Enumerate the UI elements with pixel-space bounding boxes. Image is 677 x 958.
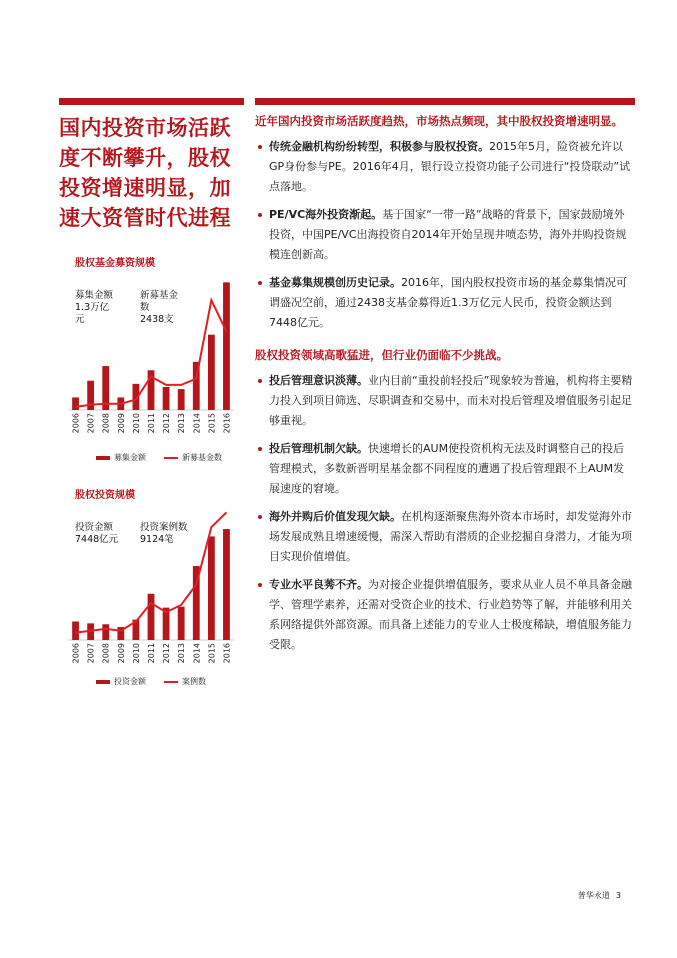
item-lead: 基金募集规模创历史记录。	[269, 276, 401, 289]
chart-tick-label: 2011	[147, 643, 156, 664]
chart-bar	[208, 536, 215, 640]
chart1-annotation-count: 新募基金 数 2438支	[140, 290, 179, 325]
footer-brand: 普华永道	[577, 891, 610, 900]
item-body: 在机构逐渐聚焦海外资本市场时，却发觉海外市场发展成熟且增速缓慢，需深入帮助有潜质的企业挖掘自身潜力，才能为项目实现价值增值。	[269, 510, 632, 563]
chart-tick-label: 2014	[192, 413, 202, 434]
list-item	[255, 439, 635, 499]
list-item	[255, 371, 635, 431]
chart-tick-label: 2016	[222, 643, 232, 664]
list-item	[255, 273, 635, 333]
left-column	[59, 98, 244, 233]
chart-bar	[208, 335, 215, 410]
list-item	[255, 205, 635, 265]
chart-bar	[178, 389, 185, 410]
legend-bar-label: 投资金额	[114, 677, 146, 686]
chart-tick-label: 2013	[177, 643, 187, 664]
page-number: 3	[615, 891, 621, 900]
item-lead: 海外并购后价值发现欠缺。	[269, 510, 401, 523]
chart-bar	[72, 397, 79, 410]
chart1-annotation-amount: 募集金额 1.3万亿 元	[75, 290, 114, 325]
chart2-svg	[60, 500, 240, 672]
item-lead: 专业水平良莠不齐。	[269, 578, 368, 591]
chart-tick-label: 2012	[162, 413, 172, 434]
chart-bar	[163, 387, 170, 410]
chart1-legend	[96, 452, 222, 463]
chart-tick-label: 2010	[131, 643, 141, 664]
section2-list	[255, 371, 635, 655]
accent-bar	[59, 98, 244, 105]
item-lead: 传统金融机构纷纷转型，积极参与股权投资。	[269, 140, 489, 153]
section1-heading: 近年国内投资市场活跃度趋热，市场热点频现，其中股权投资增速明显。	[255, 114, 623, 128]
item-lead: PE/VC海外投资渐起。	[269, 208, 383, 221]
chart-bar	[72, 622, 79, 640]
item-body: 业内目前“重投前轻投后”现象较为普遍，机构将主要精力投入到项目筛选、尽职调查和交易中，而未对投后管理及增值服务引起足够重视。	[269, 374, 633, 427]
chart-bar	[223, 529, 230, 640]
chart2-annotation-count: 投资案例数 9124笔	[140, 522, 188, 545]
item-lead: 投后管理机制欠缺。	[269, 442, 368, 455]
item-body: 2016年，国内股权投资市场的基金募集情况可谓盛况空前，通过2438支基金募得近1.3万亿元人民币，投资金额达到7448亿元。	[269, 276, 627, 329]
legend-line-label: 新募基金数	[182, 453, 222, 462]
chart1-svg	[60, 270, 240, 450]
chart-bar	[178, 607, 185, 640]
list-item	[255, 507, 635, 567]
legend-line-swatch	[164, 457, 178, 459]
chart2-legend	[96, 676, 206, 687]
chart-tick-label: 2013	[177, 413, 187, 434]
chart-tick-label: 2006	[71, 413, 81, 434]
legend-line-swatch	[164, 681, 178, 683]
chart1-title: 股权基金募资规模	[75, 258, 155, 269]
chart-tick-label: 2008	[101, 413, 111, 434]
legend-bar-swatch	[96, 456, 110, 460]
chart-tick-label: 2011	[147, 413, 156, 434]
chart-tick-label: 2006	[71, 643, 81, 664]
list-item	[255, 137, 635, 197]
item-body: 快速增长的AUM使投资机构无法及时调整自己的投后管理模式，多数新晋明星基金都不同程度的遭遇了投后管理跟不上AUM发展速度的窘境。	[269, 442, 625, 495]
accent-bar	[255, 98, 635, 105]
chart-bar	[102, 624, 109, 640]
section2-heading: 股权投资领域高歌猛进，但行业仍面临不少挑战。	[255, 348, 508, 362]
item-body: 2015年5月，险资被允许以GP身份参与PE。2016年4月，银行设立投资功能子公司进行“投贷联动”试点落地。	[269, 140, 631, 193]
chart-tick-label: 2010	[131, 413, 141, 434]
chart-tick-label: 2008	[101, 643, 111, 664]
chart-tick-label: 2007	[86, 643, 96, 664]
chart-tick-label: 2007	[86, 413, 96, 434]
legend-bar-label: 募集金额	[114, 453, 146, 462]
item-body: 为对接企业提供增值服务，要求从业人员不单具备金融学、管理学素养，还需对受资企业的技术、行业趋势等了解，并能够利用关系网络提供外部资源。而具备上述能力的专业人士极度稀缺，增值服务能力受限。	[269, 578, 632, 651]
item-lead: 投后管理意识淡薄。	[269, 374, 368, 387]
chart-bar	[223, 282, 230, 410]
chart-tick-label: 2012	[162, 643, 172, 664]
page-headline: 国内投资市场活跃度不断攀升，股权投资增速明显，加速大资管时代进程	[59, 116, 231, 230]
chart-bar	[148, 594, 155, 640]
right-column	[255, 98, 635, 663]
list-item	[255, 575, 635, 655]
chart2-title: 股权投资规模	[75, 490, 135, 501]
chart-tick-label: 2014	[192, 643, 202, 664]
chart-tick-label: 2009	[116, 643, 126, 664]
section1-list	[255, 137, 635, 333]
chart-tick-label: 2009	[116, 413, 126, 434]
chart-tick-label: 2015	[207, 643, 217, 664]
legend-line-label: 案例数	[182, 677, 206, 686]
page-footer	[578, 890, 621, 901]
legend-bar-swatch	[96, 680, 110, 684]
chart-tick-label: 2015	[207, 413, 217, 434]
item-body: 基于国家“一带一路”战略的背景下，国家鼓励境外投资，中国PE/VC出海投资自2014年开始呈现井喷态势，海外并购投资规模连创新高。	[269, 208, 627, 261]
chart-tick-label: 2016	[222, 413, 232, 434]
chart2-annotation-amount: 投资金额 7448亿元	[75, 522, 119, 545]
